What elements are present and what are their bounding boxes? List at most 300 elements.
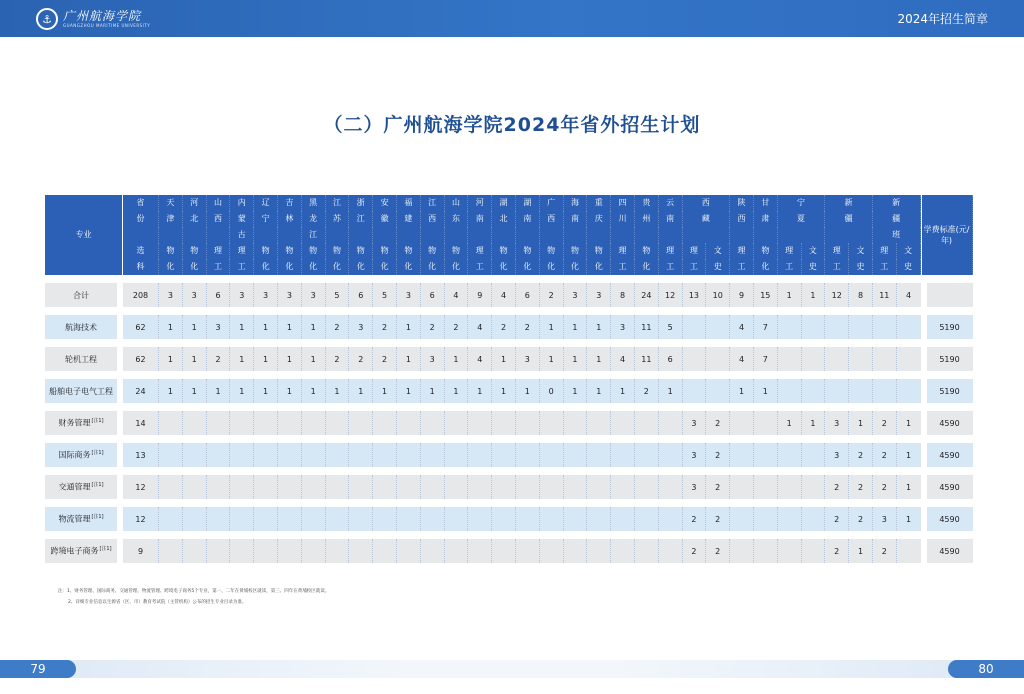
major-label: 交通管理 — [58, 482, 91, 492]
table-cell: 1 — [564, 379, 588, 403]
table-cell: 1 — [468, 379, 492, 403]
row-total: 62 — [123, 347, 159, 371]
table-cell — [802, 443, 826, 467]
table-cell — [373, 475, 397, 499]
table-cell — [754, 411, 778, 435]
table-cell — [802, 507, 826, 531]
header-subject-24-0: 物 — [754, 243, 778, 259]
header-province-17: 南 — [564, 211, 588, 227]
header-province-25: 夏 — [778, 211, 826, 227]
header-subject-21-0: 工 — [659, 259, 683, 275]
header-subject-22-0: 理 — [683, 243, 707, 259]
table-cell: 2 — [873, 411, 897, 435]
table-cell: 1 — [421, 379, 445, 403]
table-cell — [897, 315, 921, 339]
table-cell — [873, 315, 897, 339]
table-cell: 1 — [254, 379, 278, 403]
table-cell — [254, 475, 278, 499]
header-subject-14-0: 物 — [492, 243, 516, 259]
table-cell — [373, 507, 397, 531]
header-province-24 — [754, 227, 778, 243]
table-cell: 1 — [302, 347, 326, 371]
row-total: 24 — [123, 379, 159, 403]
table-cell — [825, 379, 849, 403]
table-cell — [397, 411, 421, 435]
header-subject-13-0: 理 — [468, 243, 492, 259]
table-cell — [159, 475, 183, 499]
note-marker: [注1] — [91, 514, 104, 521]
table-cell: 2 — [706, 539, 730, 563]
table-cell: 3 — [397, 283, 421, 307]
header-subject-27-1: 文 — [897, 243, 921, 259]
table-cell: 3 — [611, 315, 635, 339]
header-subject-6-0: 化 — [302, 259, 326, 275]
table-cell — [659, 475, 683, 499]
fee-cell: 4590 — [921, 507, 973, 531]
table-cell: 1 — [159, 315, 183, 339]
footnotes — [58, 586, 329, 608]
table-cell — [802, 347, 826, 371]
table-cell — [540, 411, 564, 435]
header-province-20: 州 — [635, 211, 659, 227]
header-subject-13-0: 工 — [468, 259, 492, 275]
major-label: 合计 — [73, 290, 89, 300]
table-cell: 2 — [326, 315, 350, 339]
header-province-20: 贵 — [635, 195, 659, 211]
major-name — [45, 443, 123, 467]
table-cell: 2 — [445, 315, 469, 339]
table-cell: 6 — [421, 283, 445, 307]
table-cell: 2 — [683, 539, 707, 563]
table-cell: 1 — [397, 379, 421, 403]
table-cell: 1 — [754, 379, 778, 403]
table-cell: 4 — [730, 315, 754, 339]
header-label-gap — [123, 227, 159, 243]
header-province-15 — [516, 227, 540, 243]
table-cell — [468, 443, 492, 467]
row-gap — [45, 403, 973, 411]
note-marker: [注1] — [91, 450, 104, 457]
header-subject-27-0: 理 — [873, 243, 897, 259]
table-cell — [183, 475, 207, 499]
header-province-19: 川 — [611, 211, 635, 227]
row-total: 12 — [123, 507, 159, 531]
table-cell: 10 — [706, 283, 730, 307]
table-row — [45, 443, 973, 467]
table-cell: 2 — [706, 507, 730, 531]
table-cell: 2 — [421, 315, 445, 339]
table-cell: 1 — [230, 315, 254, 339]
header-subject-18-0: 物 — [587, 243, 611, 259]
table-cell: 1 — [397, 315, 421, 339]
fee-cell: 5190 — [921, 379, 973, 403]
header-province-27: 班 — [873, 227, 921, 243]
table-cell: 15 — [754, 283, 778, 307]
table-cell — [159, 443, 183, 467]
table-cell: 4 — [492, 283, 516, 307]
header-province-8: 江 — [349, 211, 373, 227]
table-cell — [516, 443, 540, 467]
table-cell: 1 — [183, 315, 207, 339]
table-cell: 4 — [468, 315, 492, 339]
table-cell: 2 — [849, 443, 873, 467]
header-province-24: 肃 — [754, 211, 778, 227]
table-cell — [397, 539, 421, 563]
table-cell: 5 — [326, 283, 350, 307]
table-cell — [635, 411, 659, 435]
table-cell — [492, 443, 516, 467]
table-cell — [421, 443, 445, 467]
table-cell — [349, 539, 373, 563]
table-cell: 1 — [659, 379, 683, 403]
table-cell — [183, 443, 207, 467]
table-cell — [230, 411, 254, 435]
table-cell — [326, 411, 350, 435]
table-cell — [683, 315, 707, 339]
header-province-27: 疆 — [873, 211, 921, 227]
table-cell: 1 — [159, 379, 183, 403]
major-label: 航海技术 — [65, 322, 97, 332]
header-province-10: 福 — [397, 195, 421, 211]
table-cell: 1 — [159, 347, 183, 371]
table-cell: 2 — [326, 347, 350, 371]
table-cell: 2 — [873, 539, 897, 563]
table-cell — [754, 475, 778, 499]
major-name — [45, 283, 123, 307]
table-cell: 2 — [706, 475, 730, 499]
table-cell — [516, 475, 540, 499]
header-subject-8-0: 物 — [349, 243, 373, 259]
header-province-2 — [207, 227, 231, 243]
table-cell: 5 — [373, 283, 397, 307]
table-cell — [635, 507, 659, 531]
table-cell: 3 — [278, 283, 302, 307]
table-cell: 2 — [373, 315, 397, 339]
page-number-right: 80 — [948, 660, 1024, 678]
header-subject-10-0: 化 — [397, 259, 421, 275]
table-cell — [421, 507, 445, 531]
table-cell: 1 — [230, 347, 254, 371]
header-subject-3-0: 工 — [230, 259, 254, 275]
header-province-3: 蒙 — [230, 211, 254, 227]
table-cell — [611, 539, 635, 563]
table-cell: 1 — [278, 315, 302, 339]
header-subject-27-1: 史 — [897, 259, 921, 275]
table-cell — [778, 507, 802, 531]
header-subject-0-0: 物 — [159, 243, 183, 259]
table-cell — [516, 411, 540, 435]
table-cell — [754, 539, 778, 563]
table-cell — [635, 443, 659, 467]
table-cell: 3 — [254, 283, 278, 307]
header-province-9: 徽 — [373, 211, 397, 227]
header-subject-9-0: 物 — [373, 243, 397, 259]
table-cell — [540, 539, 564, 563]
table-cell: 11 — [635, 315, 659, 339]
header-province-8 — [349, 227, 373, 243]
table-cell — [230, 539, 254, 563]
fee-cell: 5190 — [921, 315, 973, 339]
header-subject-26-0: 工 — [825, 259, 849, 275]
header-province-14: 北 — [492, 211, 516, 227]
header-province-10: 建 — [397, 211, 421, 227]
header-subject-12-0: 化 — [445, 259, 469, 275]
header-subject-24-0: 化 — [754, 259, 778, 275]
table-cell — [802, 315, 826, 339]
header-province-26: 新 — [825, 195, 873, 211]
header-subject-20-0: 化 — [635, 259, 659, 275]
table-cell — [730, 507, 754, 531]
header-subject-4-0: 化 — [254, 259, 278, 275]
table-row — [45, 347, 973, 371]
brochure-title: 2024年招生简章 — [897, 12, 988, 26]
table-cell: 1 — [897, 443, 921, 467]
major-label: 轮机工程 — [65, 354, 97, 364]
row-gap — [45, 307, 973, 315]
table-cell — [802, 539, 826, 563]
major-name — [45, 475, 123, 499]
table-cell — [540, 507, 564, 531]
table-cell: 1 — [254, 315, 278, 339]
header-province-5: 吉 — [278, 195, 302, 211]
header-province-24: 甘 — [754, 195, 778, 211]
table-cell — [587, 475, 611, 499]
table-cell: 9 — [730, 283, 754, 307]
header-subject-2-0: 工 — [207, 259, 231, 275]
header-province-18: 重 — [587, 195, 611, 211]
header-province-16: 西 — [540, 211, 564, 227]
table-cell: 1 — [802, 283, 826, 307]
table-cell: 2 — [825, 475, 849, 499]
header-subject-15-0: 物 — [516, 243, 540, 259]
table-cell — [159, 411, 183, 435]
page-title: （二）广州航海学院2024年省外招生计划 — [323, 114, 701, 136]
header-province-14 — [492, 227, 516, 243]
table-cell: 3 — [421, 347, 445, 371]
header-province-13: 南 — [468, 211, 492, 227]
table-cell: 11 — [635, 347, 659, 371]
table-cell: 2 — [849, 475, 873, 499]
header-subject-26-1: 史 — [849, 259, 873, 275]
table-cell — [897, 379, 921, 403]
header-province-5 — [278, 227, 302, 243]
header-province-14: 湖 — [492, 195, 516, 211]
table-cell: 6 — [207, 283, 231, 307]
header-subject-0-0: 化 — [159, 259, 183, 275]
row-total: 62 — [123, 315, 159, 339]
header-label-subject: 科 — [123, 259, 159, 275]
header-province-16 — [540, 227, 564, 243]
header-province-18: 庆 — [587, 211, 611, 227]
header-province-21 — [659, 227, 683, 243]
table-cell: 1 — [540, 315, 564, 339]
table-cell: 7 — [754, 347, 778, 371]
header-province-12: 东 — [445, 211, 469, 227]
header-subject-9-0: 化 — [373, 259, 397, 275]
table-cell — [445, 539, 469, 563]
header-subject-1-0: 物 — [183, 243, 207, 259]
header-subject-15-0: 化 — [516, 259, 540, 275]
table-cell: 7 — [754, 315, 778, 339]
header-label-province: 份 — [123, 211, 159, 227]
table-cell — [349, 475, 373, 499]
fee-cell: 4590 — [921, 475, 973, 499]
table-cell — [207, 475, 231, 499]
table-row — [45, 507, 973, 531]
table-cell — [706, 315, 730, 339]
header-subject-25-0: 工 — [778, 259, 802, 275]
header-subject-25-1: 文 — [802, 243, 826, 259]
table-cell: 1 — [492, 347, 516, 371]
header-subject-25-1: 史 — [802, 259, 826, 275]
top-banner — [0, 0, 1024, 37]
major-name — [45, 379, 123, 403]
table-cell — [397, 507, 421, 531]
header-subject-14-0: 化 — [492, 259, 516, 275]
table-cell: 2 — [349, 347, 373, 371]
header-province-15: 湖 — [516, 195, 540, 211]
table-cell — [516, 539, 540, 563]
table-cell — [397, 475, 421, 499]
row-gap — [45, 339, 973, 347]
header-province-7 — [326, 227, 350, 243]
header-subject-18-0: 化 — [587, 259, 611, 275]
table-cell — [397, 443, 421, 467]
table-cell — [564, 475, 588, 499]
footnote-2: 2、详细专业信息以生源省（区、市）教育考试院（主管机构）公布的招生专业目录为准。 — [68, 600, 247, 605]
table-cell: 3 — [683, 475, 707, 499]
header-province-11: 西 — [421, 211, 445, 227]
header-subject-16-0: 物 — [540, 243, 564, 259]
header-subject-3-0: 理 — [230, 243, 254, 259]
table-cell: 12 — [825, 283, 849, 307]
table-cell — [730, 443, 754, 467]
table-cell — [802, 475, 826, 499]
table-cell — [897, 347, 921, 371]
table-cell: 3 — [159, 283, 183, 307]
table-cell — [706, 347, 730, 371]
table-cell: 1 — [278, 347, 302, 371]
header-province-19: 四 — [611, 195, 635, 211]
major-name — [45, 539, 123, 563]
table-cell: 1 — [897, 475, 921, 499]
header-province-3: 古 — [230, 227, 254, 243]
table-cell: 1 — [278, 379, 302, 403]
row-gap — [45, 531, 973, 539]
header-province-13 — [468, 227, 492, 243]
table-cell: 2 — [683, 507, 707, 531]
table-cell — [183, 539, 207, 563]
table-cell: 1 — [492, 379, 516, 403]
anchor-emblem-icon: ⚓ — [36, 8, 58, 30]
table-cell: 2 — [635, 379, 659, 403]
table-cell — [659, 411, 683, 435]
header-province-2: 西 — [207, 211, 231, 227]
table-cell — [587, 507, 611, 531]
table-cell — [778, 443, 802, 467]
table-cell: 1 — [611, 379, 635, 403]
table-cell — [492, 475, 516, 499]
table-cell — [730, 539, 754, 563]
header-province-17: 海 — [564, 195, 588, 211]
header-province-12 — [445, 227, 469, 243]
table-cell — [635, 539, 659, 563]
table-cell — [302, 539, 326, 563]
table-cell — [278, 443, 302, 467]
header-subject-8-0: 化 — [349, 259, 373, 275]
header-province-9: 安 — [373, 195, 397, 211]
table-cell — [254, 507, 278, 531]
table-cell — [825, 347, 849, 371]
table-cell: 8 — [611, 283, 635, 307]
table-cell: 1 — [397, 347, 421, 371]
table-cell: 1 — [326, 379, 350, 403]
header-subject-22-0: 工 — [683, 259, 707, 275]
header-province-0: 天 — [159, 195, 183, 211]
header-province-26: 疆 — [825, 211, 873, 227]
table-cell — [587, 411, 611, 435]
header-province-4: 宁 — [254, 211, 278, 227]
table-cell: 1 — [302, 379, 326, 403]
table-cell — [207, 507, 231, 531]
table-cell: 3 — [349, 315, 373, 339]
table-cell — [778, 315, 802, 339]
table-cell — [421, 539, 445, 563]
table-cell: 3 — [587, 283, 611, 307]
header-province-9 — [373, 227, 397, 243]
table-cell — [540, 475, 564, 499]
major-label: 物流管理 — [58, 514, 91, 524]
major-name — [45, 507, 123, 531]
table-cell: 2 — [825, 539, 849, 563]
table-cell — [849, 315, 873, 339]
header-subject-22-1: 文 — [706, 243, 730, 259]
table-cell — [611, 443, 635, 467]
table-cell — [778, 539, 802, 563]
table-cell — [302, 411, 326, 435]
table-cell — [564, 539, 588, 563]
row-total: 13 — [123, 443, 159, 467]
table-cell — [825, 315, 849, 339]
major-name — [45, 347, 123, 371]
header-province-6: 黑 — [302, 195, 326, 211]
header-province-0: 津 — [159, 211, 183, 227]
note-marker: [注1] — [99, 546, 112, 553]
table-cell: 1 — [587, 315, 611, 339]
header-province-11: 江 — [421, 195, 445, 211]
table-cell — [445, 443, 469, 467]
header-province-5: 林 — [278, 211, 302, 227]
major-label: 财务管理 — [58, 418, 91, 428]
table-cell — [326, 475, 350, 499]
table-cell — [278, 507, 302, 531]
fee-cell: 4590 — [921, 443, 973, 467]
table-cell — [564, 507, 588, 531]
table-cell: 4 — [730, 347, 754, 371]
table-cell — [207, 411, 231, 435]
header-province-19 — [611, 227, 635, 243]
table-cell: 2 — [373, 347, 397, 371]
table-cell — [183, 411, 207, 435]
row-total: 14 — [123, 411, 159, 435]
table-cell — [159, 507, 183, 531]
table-cell: 2 — [492, 315, 516, 339]
header-subject-26-0: 理 — [825, 243, 849, 259]
header-subject-11-0: 物 — [421, 243, 445, 259]
header-label-subject: 选 — [123, 243, 159, 259]
enrollment-plan-table — [45, 195, 973, 563]
table-cell — [492, 507, 516, 531]
